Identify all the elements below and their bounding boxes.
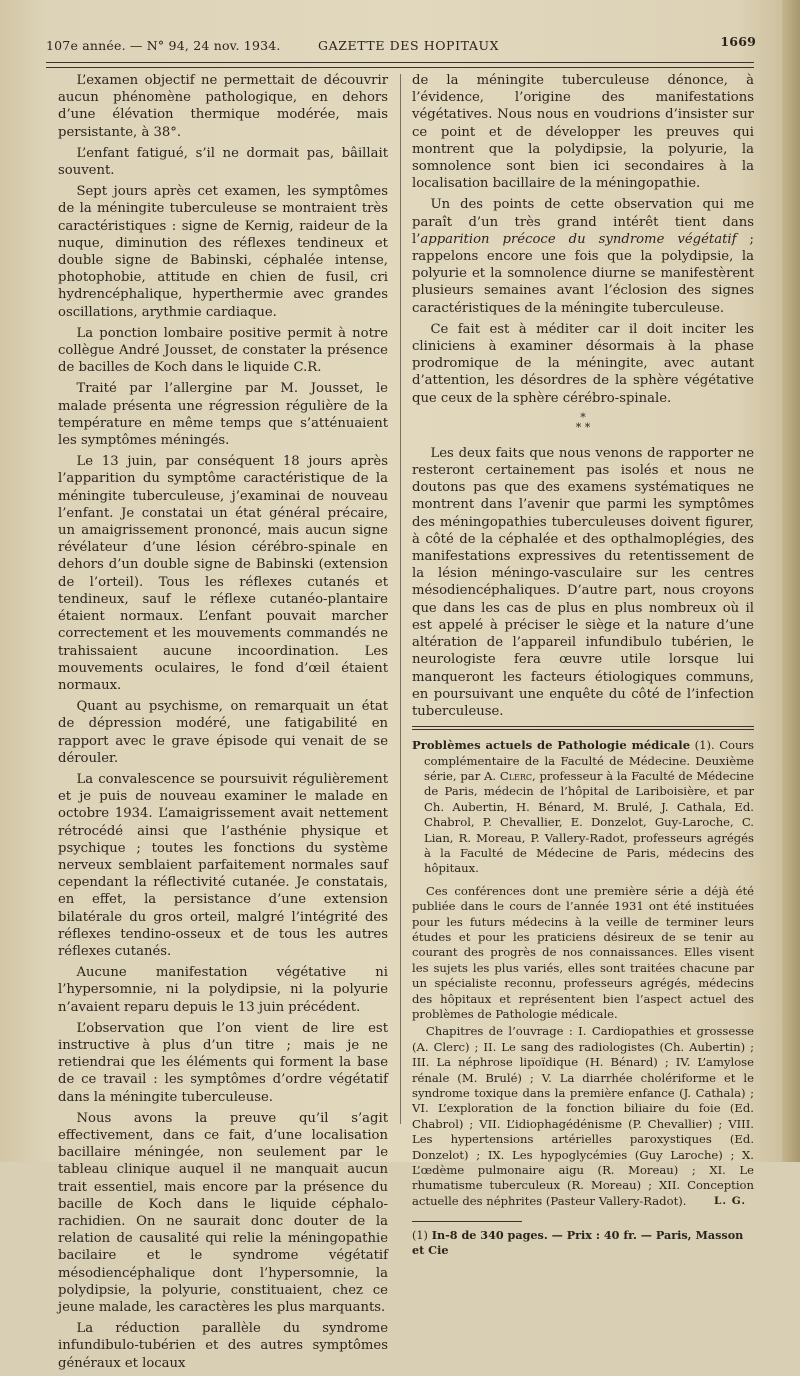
footnote-rule bbox=[412, 1221, 522, 1222]
author-name: Clerc bbox=[499, 768, 533, 783]
page-number: 1669 bbox=[720, 34, 756, 49]
paragraph: L’examen objectif ne permettait de découvrir aucun phénomène pathologique, en dehors d’une élévation thermique modérée, mais persistante, à 38°. bbox=[58, 73, 388, 140]
emphasis: apparition précoce du syndrome végétatif bbox=[420, 231, 737, 247]
section-separator bbox=[412, 410, 754, 434]
text-run: Chapitres de l’ouvrage : I. Cardiopathies et grossesse (A. Clerc) ; II. Le sang des radiologistes (Ch. Aubertin) ; III. La néphrose lipoïdique (H. Bénard) ; IV. L’amylose rénale (M. Brulé) ; V. La diarrhée cholériforme et le syndrome toxique dans la première enfance (J. Cathala) ; VI. L’exploration de la fonction biliaire du foie (Ed. Chabrol) ; VII. L’idiophagédénisme (P. Chevallier) ; VIII. Les hypertensions artérielles paroxystiques (Ed. Donzelot) ; IX. Les hypoglycémies (Guy Laroche) ; X. L’œdème pulmonaire aigu (R. Moreau) ; XI. Le rhumatisme tuberculeux (R. Moreau) ; XII. Conception actuelle des néphrites (Pasteur Vallery-Radot). bbox=[412, 1024, 754, 1208]
book-review-heading bbox=[412, 738, 754, 877]
paragraph: La réduction parallèle du syndrome infundibulo-tubérien et des autres symptômes généraux et locaux bbox=[58, 1321, 388, 1371]
paragraph: L’enfant fatigué, s’il ne dormait pas, bâillait souvent. bbox=[58, 145, 388, 179]
paragraph: L’observation que l’on vient de lire est instructive à plus d’un titre ; mais je ne retiendrai que les éléments qui forment la base de ce travail : les symptômes d’ordre végétatif dans la méningite tuberculeuse. bbox=[58, 1020, 388, 1105]
review-body: Ces conférences dont une première série a déjà été publiée dans le cours de l’année 1931 ont été instituées pour les futurs médecins à la veille de terminer leurs études et pour les praticiens désireux de se tenir au courant des progrès de nos connaissances. Elles visent les sujets les plus variés, elles sont traitées chacune par un spécialiste reconnu, professeurs agrégés, médecins des hôpitaux et représentent bien l’aspect actuel des problèmes de Pathologie médicale. bbox=[412, 883, 754, 1022]
section-rule bbox=[412, 726, 754, 727]
text-run: Un des points de cette observation qui me paraît d’un très grand intérêt tient dans l’ bbox=[412, 197, 754, 247]
review-chapters bbox=[412, 1024, 754, 1209]
journal-title: GAZETTE DES HOPITAUX bbox=[318, 38, 500, 53]
paragraph: Aucune manifestation végétative ni l’hypersomnie, ni la polydipsie, ni la polyurie n’avaient reparu depuis le 13 juin précédent. bbox=[58, 965, 388, 1015]
header-rule bbox=[46, 62, 754, 63]
asterisk-bottom: * * bbox=[575, 420, 591, 434]
paragraph: Quant au psychisme, on remarquait un état de dépression modéré, une fatigabilité en rapport avec le grave épisode qui venait de se dérouler. bbox=[58, 699, 388, 766]
book-title: Problèmes actuels de Pathologie médicale bbox=[412, 738, 691, 753]
footnote-text: In-8 de 340 pages. — Prix : 40 fr. — Paris, Masson et Cie bbox=[412, 1228, 744, 1258]
running-head bbox=[40, 34, 756, 56]
reviewer-signature: L. G. bbox=[714, 1194, 746, 1207]
header-rule bbox=[46, 67, 754, 68]
paragraph: Les deux faits que nous venons de rapporter ne resteront certainement pas isolés et nous ne doutons pas que des examens systématiques ne montrent dans l’avenir que parmi les symptômes des méningopathies tuberculeuses doivent figurer, à côté de la céphalée et des opthalmoplégies, des manifestations expressives du retentissement de la lésion méningo-vasculaire sur les centres mésodiencéphaliques. D’autre part, nous croyons que dans les cas de plus en plus nombreux où il est appelé à préciser le siège et la nature d’une altération de l’appareil infundibulo tubérien, le neurologiste fera œuvre utile lorsque lui manqueront les facteurs étiologiques communs, en poursuivant une enquête du côté de l’infection tuberculeuse. bbox=[412, 445, 754, 719]
text-run: , professeur à la Faculté de Médecine de Paris, médecin de l’hôpital de Lariboisière, et par Ch. Aubertin, H. Bénard, M. Brulé, J. Cathala, Ed. Chabrol, P. Chevallier, E. Donzelot, Guy-Laroche, C. Lian, R. Moreau, P. Vallery-Radot, professeurs agrégés à la Faculté de Médecine de Paris, médecins des hôpitaux. bbox=[424, 768, 754, 876]
paragraph: Ce fait est à méditer car il doit inciter les cliniciens à examiner désormais à la phase prodromique de la méningite, avec autant d’attention, les désordres de la sphère végétative que ceux de la sphère cérébro-spinale. bbox=[412, 321, 754, 406]
footnote-number: (1) bbox=[412, 1229, 428, 1243]
paragraph: Le 13 juin, par conséquent 18 jours après l’apparition du symptôme caractéristique de la méningite tuberculeuse, j’examinai de nouveau l’enfant. Je constatai un état général précaire, un amaigrissement prononcé, mais aucun signe révélateur d’une lésion cérébro-spinale en dehors d’un double signe de Babinski (extension de l’orteil). Tous les réflexes cutanés et tendineux, sauf le réflexe cutanéo-plantaire étaient normaux. L’enfant pouvait marcher correctement et les mouvements commandés ne trahissaient aucune incoordination. Les mouvements oculaires, le fond d’œil étaient normaux. bbox=[58, 454, 388, 693]
paragraph: Nous avons la preuve qu’il s’agit effectivement, dans ce fait, d’une localisation bacillaire méningée, non seulement par le tableau clinique auquel il ne manquait aucun trait essentiel, mais encore par la présence du bacille de Koch dans le liquide céphalo-rachidien. On ne saurait donc douter de la relation de causalité qui relie la méningopathie bacilaire et le syndrome végétatif mésodiencéphalique dont l’hypersomnie, la polydipsie, la polyurie, constituaient, chez ce jeune malade, les caractères les plus marquants. bbox=[58, 1110, 388, 1316]
right-column bbox=[412, 72, 754, 1257]
footnote bbox=[412, 1228, 754, 1257]
section-rule bbox=[412, 729, 754, 730]
issue-info: 107e année. — N° 94, 24 nov. 1934. bbox=[46, 38, 281, 53]
left-column bbox=[58, 72, 388, 1376]
asterisk-top: * bbox=[580, 410, 586, 424]
column-divider bbox=[400, 74, 401, 1124]
text-run: ; rappelons encore une fois que la polydipsie, la polyurie et la somnolence diurne se manifestèrent plusieurs semaines avant l’éclosion des signes caractéristiques de la méningite tuberculeuse. bbox=[412, 231, 754, 316]
paragraph: Sept jours après cet examen, les symptômes de la méningite tuberculeuse se montraient très caractéristiques : signe de Kernig, raideur de la nuque, diminution des réflexes tendineux et double signe de Babinski, céphalée intense, photophobie, attitude en chien de fusil, cri hydrencéphalique, hyperthermie avec grandes oscillations, arythmie cardiaque. bbox=[58, 184, 388, 320]
paragraph bbox=[412, 196, 754, 316]
paragraph: Traité par l’allergine par M. Jousset, le malade présenta une régression régulière de la température en même temps que s’atténuaient les symptômes méningés. bbox=[58, 381, 388, 449]
text-run: Cours complémentaire de la Faculté de Médecine. Deuxième série, par A. bbox=[424, 738, 755, 783]
page-edge bbox=[782, 0, 800, 1162]
footnote-ref: (1). bbox=[694, 738, 715, 753]
paragraph-continued: de la méningite tuberculeuse dénonce, à l’évidence, l’origine des manifestations végétatives. Nous nous en voudrions d’insister sur ce point et de développer les preuves qui montrent que la polydipsie, la polyurie, la somnolence sont bien ici secondaires à la localisation bacillaire de la méningopathie. bbox=[412, 73, 754, 192]
paragraph: La ponction lombaire positive permit à notre collègue André Jousset, de constater la présence de bacilles de Koch dans le liquide C.R. bbox=[58, 325, 388, 376]
paragraph: La convalescence se poursuivit régulièrement et je puis de nouveau examiner le malade en octobre 1934. L’amaigrissement avait nettement rétrocédé ainsi que l’asthénie physique et psychique ; toutes les fonctions du système nerveux semblaient parfaitement normales sauf cependant la réflectivité cutanée. Je constatais, en effet, la persistance d’une extension bilatérale du gros orteil, malgré l’intégrité des réflexes tendino-osseux et de tous les autres réflexes cutanés. bbox=[58, 771, 388, 959]
